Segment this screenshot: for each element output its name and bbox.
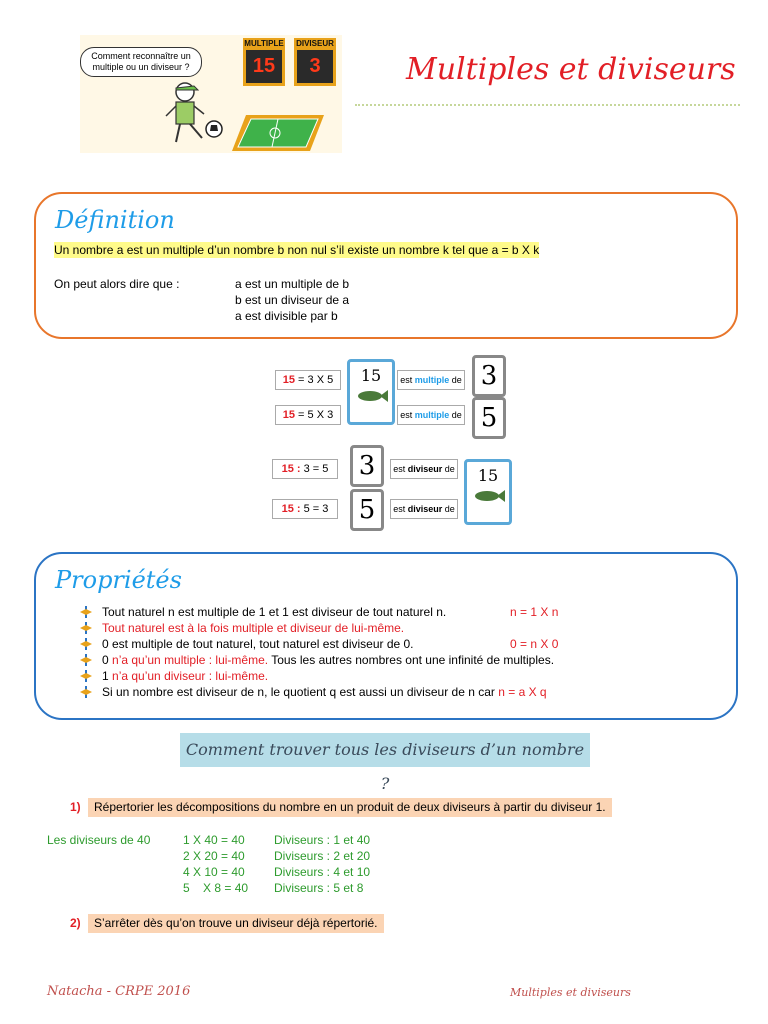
eq-num: 15 bbox=[282, 374, 295, 386]
step-1-text: Répertorier les décompositions du nombre en un produit de deux diviseurs à partir du diviseur 1. bbox=[88, 798, 612, 817]
step-1-number: 1) bbox=[70, 800, 81, 814]
eq-rest: 3 = 5 bbox=[300, 463, 329, 475]
word-est: est bbox=[393, 464, 406, 474]
divisors-40-pairs bbox=[274, 832, 370, 896]
equation-15-div-3 bbox=[272, 459, 338, 479]
property-text: Si un nombre est diviseur de n, le quotient q est aussi un diviseur de n car bbox=[102, 685, 495, 699]
card-5-div: 5 bbox=[350, 489, 384, 531]
divisors-40-label: Les diviseurs de 40 bbox=[47, 833, 151, 847]
score-multiple-label: MULTIPLE bbox=[244, 39, 284, 48]
arrow-bullet-icon bbox=[80, 654, 92, 666]
card-value: 15 bbox=[477, 466, 499, 485]
fish-icon bbox=[471, 485, 505, 505]
footer-title: Multiples et diviseurs bbox=[510, 986, 631, 999]
equation-15-3x5 bbox=[275, 370, 341, 390]
score-diviseur-value: 3 bbox=[294, 50, 336, 86]
property-text-b: n’a qu’un multiple : lui-même. bbox=[108, 653, 269, 667]
title-underline bbox=[355, 104, 740, 106]
equation-15-div-5 bbox=[272, 499, 338, 519]
soccer-boy-icon bbox=[158, 80, 230, 150]
fish-icon bbox=[354, 385, 388, 405]
product-row: 2 X 20 = 40 bbox=[183, 849, 245, 863]
divisors-40-products bbox=[183, 832, 248, 896]
pair-row: Diviseurs : 1 et 40 bbox=[274, 833, 371, 847]
word-est: est bbox=[393, 504, 406, 514]
word-diviseur: diviseur bbox=[407, 464, 443, 474]
card-15-fish-2 bbox=[464, 459, 512, 525]
word-est: est bbox=[400, 375, 413, 385]
multiples-illustration bbox=[270, 355, 510, 527]
est-multiple-de-2 bbox=[397, 405, 465, 425]
property-text: Tout naturel n est multiple de 1 et 1 est diviseur de tout naturel n. bbox=[102, 605, 447, 619]
word-diviseur: diviseur bbox=[407, 504, 443, 514]
definition-line-1: a est un multiple de b bbox=[235, 277, 350, 291]
score-multiple bbox=[243, 38, 285, 86]
eq-rest: 5 = 3 bbox=[300, 503, 329, 515]
properties-list bbox=[80, 604, 700, 700]
property-text-b: n’a qu’un diviseur : lui-même. bbox=[108, 669, 269, 683]
step-2-number: 2) bbox=[70, 916, 81, 930]
card-5: 5 bbox=[472, 397, 506, 439]
arrow-bullet-icon bbox=[80, 670, 92, 682]
est-diviseur-de-1 bbox=[390, 459, 458, 479]
word-de: de bbox=[451, 410, 462, 420]
definition-title: Définition bbox=[55, 206, 175, 234]
property-formula: n = a X q bbox=[498, 685, 547, 699]
speech-bubble: Comment reconnaître un multiple ou un diviseur ? bbox=[80, 47, 202, 77]
est-diviseur-de-2 bbox=[390, 499, 458, 519]
product-row: 4 X 10 = 40 bbox=[183, 865, 245, 879]
property-text: Tout naturel est à la fois multiple et diviseur de lui-même. bbox=[102, 621, 405, 635]
card-3-div: 3 bbox=[350, 445, 384, 487]
card-15-fish bbox=[347, 359, 395, 425]
property-item bbox=[80, 668, 700, 684]
property-item bbox=[80, 652, 700, 668]
definition-line-3: a est divisible par b bbox=[235, 309, 338, 323]
property-text: 0 est multiple de tout naturel, tout naturel est diviseur de 0. bbox=[102, 637, 414, 651]
eq-num: 15 : bbox=[281, 503, 301, 515]
pair-row: Diviseurs : 5 et 8 bbox=[274, 881, 364, 895]
pair-row: Diviseurs : 2 et 20 bbox=[274, 849, 371, 863]
definition-line-2: b est un diviseur de a bbox=[235, 293, 350, 307]
question-banner: Comment trouver tous les diviseurs d’un nombre ? bbox=[180, 733, 590, 767]
properties-title: Propriétés bbox=[55, 566, 182, 594]
page-title: Multiples et diviseurs bbox=[406, 52, 736, 87]
eq-rest: = 3 X 5 bbox=[295, 374, 334, 386]
property-item bbox=[80, 620, 700, 636]
eq-num: 15 : bbox=[281, 463, 301, 475]
arrow-bullet-icon bbox=[80, 686, 92, 698]
score-multiple-value: 15 bbox=[243, 50, 285, 86]
footer-author: Natacha - CRPE 2016 bbox=[47, 984, 191, 999]
card-value: 15 bbox=[360, 366, 382, 385]
word-de: de bbox=[451, 375, 462, 385]
arrow-bullet-icon bbox=[80, 606, 92, 618]
property-item bbox=[80, 604, 700, 620]
product-row: 1 X 40 = 40 bbox=[183, 833, 245, 847]
arrow-bullet-icon bbox=[80, 622, 92, 634]
property-formula: 0 = n X 0 bbox=[510, 637, 559, 651]
pair-row: Diviseurs : 4 et 10 bbox=[274, 865, 371, 879]
product-row: 5 X 8 = 40 bbox=[183, 881, 249, 895]
definition-lead: On peut alors dire que : bbox=[54, 277, 180, 291]
property-formula: n = 1 X n bbox=[510, 605, 559, 619]
word-de: de bbox=[444, 464, 455, 474]
property-item bbox=[80, 684, 700, 700]
est-multiple-de-1 bbox=[397, 370, 465, 390]
word-est: est bbox=[400, 410, 413, 420]
equation-15-5x3 bbox=[275, 405, 341, 425]
word-de: de bbox=[444, 504, 455, 514]
step-2-text: S’arrêter dès qu’on trouve un diviseur déjà répertorié. bbox=[88, 914, 384, 933]
eq-rest: = 5 X 3 bbox=[295, 409, 334, 421]
word-multiple: multiple bbox=[414, 410, 450, 420]
card-3: 3 bbox=[472, 355, 506, 397]
definition-sentence: Un nombre a est un multiple d’un nombre b non nul s’il existe un nombre k tel que a = b X k bbox=[54, 243, 540, 257]
property-text-a: 0 bbox=[102, 653, 109, 667]
score-diviseur bbox=[294, 38, 336, 86]
soccer-field-icon bbox=[232, 113, 324, 153]
property-text-c: Tous les autres nombres ont une infinité de multiples. bbox=[268, 653, 555, 667]
property-text-a: 1 bbox=[102, 669, 109, 683]
eq-num: 15 bbox=[282, 409, 295, 421]
score-diviseur-label: DIVISEUR bbox=[294, 38, 336, 50]
arrow-bullet-icon bbox=[80, 638, 92, 650]
word-multiple: multiple bbox=[414, 375, 450, 385]
property-item bbox=[80, 636, 700, 652]
